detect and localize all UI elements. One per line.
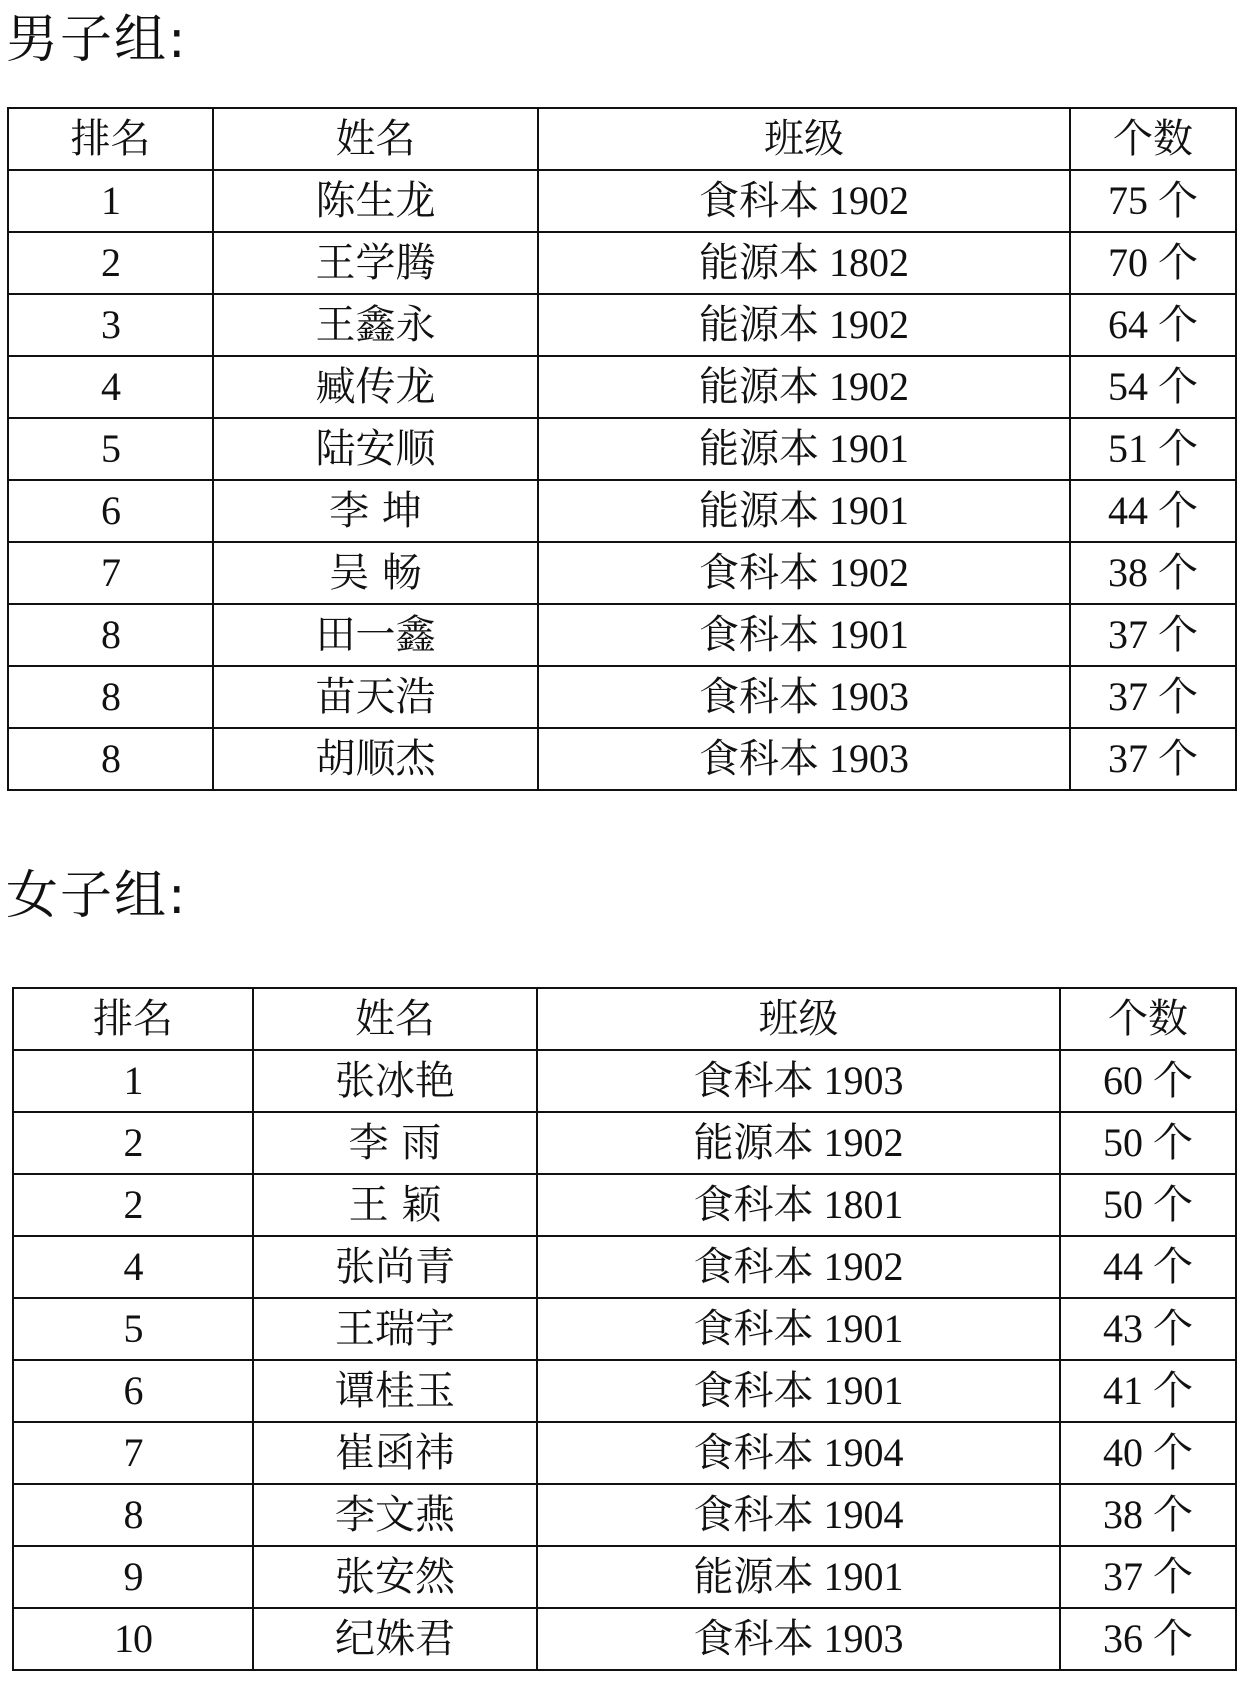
class-cell: 食科本 1902 [538, 170, 1070, 232]
class-cell: 能源本 1902 [538, 294, 1070, 356]
count-cell: 54 个 [1070, 356, 1236, 418]
rank-cell: 4 [8, 356, 213, 418]
name-cell: 陆安顺 [213, 418, 538, 480]
rank-cell: 2 [8, 232, 213, 294]
class-cell: 食科本 1903 [538, 728, 1070, 790]
count-cell: 50 个 [1060, 1174, 1236, 1236]
name-cell: 张尚青 [253, 1236, 537, 1298]
female-group-title: 女子组: [6, 866, 188, 926]
rank-cell: 2 [13, 1174, 253, 1236]
table-row [13, 1050, 1236, 1112]
class-cell: 食科本 1904 [537, 1422, 1060, 1484]
name-cell: 王学腾 [213, 232, 538, 294]
rank-cell: 8 [8, 728, 213, 790]
name-cell: 崔函祎 [253, 1422, 537, 1484]
name-cell: 谭桂玉 [253, 1360, 537, 1422]
table-row [8, 728, 1236, 790]
name-cell: 张冰艳 [253, 1050, 537, 1112]
table-row [13, 1112, 1236, 1174]
rank-cell: 1 [13, 1050, 253, 1112]
table-row [13, 1174, 1236, 1236]
name-cell: 吴 畅 [213, 542, 538, 604]
header-count: 个数 [1060, 988, 1236, 1050]
count-cell: 38 个 [1060, 1484, 1236, 1546]
count-cell: 41 个 [1060, 1360, 1236, 1422]
table-row [8, 232, 1236, 294]
class-cell: 能源本 1802 [538, 232, 1070, 294]
class-cell: 食科本 1901 [537, 1360, 1060, 1422]
class-cell: 能源本 1901 [538, 480, 1070, 542]
count-cell: 64 个 [1070, 294, 1236, 356]
table-row [13, 1546, 1236, 1608]
name-cell: 田一鑫 [213, 604, 538, 666]
name-cell: 苗天浩 [213, 666, 538, 728]
rank-cell: 6 [8, 480, 213, 542]
name-cell: 李文燕 [253, 1484, 537, 1546]
class-cell: 食科本 1801 [537, 1174, 1060, 1236]
name-cell: 王鑫永 [213, 294, 538, 356]
count-cell: 75 个 [1070, 170, 1236, 232]
male-ranking-table [7, 107, 1237, 791]
name-cell: 王瑞宇 [253, 1298, 537, 1360]
name-cell: 陈生龙 [213, 170, 538, 232]
rank-cell: 6 [13, 1360, 253, 1422]
table-row [8, 170, 1236, 232]
female-ranking-table [12, 987, 1237, 1671]
count-cell: 38 个 [1070, 542, 1236, 604]
table-row [8, 542, 1236, 604]
header-class: 班级 [537, 988, 1060, 1050]
count-cell: 40 个 [1060, 1422, 1236, 1484]
class-cell: 能源本 1901 [538, 418, 1070, 480]
table-row [8, 480, 1236, 542]
header-name: 姓名 [213, 108, 538, 170]
rank-cell: 7 [13, 1422, 253, 1484]
class-cell: 食科本 1901 [537, 1298, 1060, 1360]
class-cell: 食科本 1903 [538, 666, 1070, 728]
rank-cell: 10 [13, 1608, 253, 1670]
rank-cell: 8 [13, 1484, 253, 1546]
rank-cell: 8 [8, 666, 213, 728]
rank-cell: 9 [13, 1546, 253, 1608]
table-header-row [13, 988, 1236, 1050]
table-row [13, 1422, 1236, 1484]
class-cell: 食科本 1902 [537, 1236, 1060, 1298]
rank-cell: 8 [8, 604, 213, 666]
table-row [8, 666, 1236, 728]
table-header-row [8, 108, 1236, 170]
class-cell: 食科本 1903 [537, 1608, 1060, 1670]
count-cell: 36 个 [1060, 1608, 1236, 1670]
count-cell: 60 个 [1060, 1050, 1236, 1112]
count-cell: 70 个 [1070, 232, 1236, 294]
class-cell: 食科本 1901 [538, 604, 1070, 666]
male-group-title: 男子组: [6, 10, 188, 70]
table-row [13, 1360, 1236, 1422]
table-row [8, 604, 1236, 666]
count-cell: 43 个 [1060, 1298, 1236, 1360]
count-cell: 37 个 [1070, 604, 1236, 666]
count-cell: 37 个 [1070, 728, 1236, 790]
class-cell: 能源本 1902 [537, 1112, 1060, 1174]
name-cell: 臧传龙 [213, 356, 538, 418]
class-cell: 食科本 1904 [537, 1484, 1060, 1546]
rank-cell: 5 [13, 1298, 253, 1360]
header-count: 个数 [1070, 108, 1236, 170]
table-row [13, 1484, 1236, 1546]
header-rank: 排名 [8, 108, 213, 170]
rank-cell: 7 [8, 542, 213, 604]
name-cell: 李 雨 [253, 1112, 537, 1174]
count-cell: 50 个 [1060, 1112, 1236, 1174]
table-row [8, 418, 1236, 480]
name-cell: 纪姝君 [253, 1608, 537, 1670]
count-cell: 51 个 [1070, 418, 1236, 480]
table-row [13, 1608, 1236, 1670]
rank-cell: 1 [8, 170, 213, 232]
table-row [8, 294, 1236, 356]
table-row [13, 1236, 1236, 1298]
rank-cell: 5 [8, 418, 213, 480]
name-cell: 张安然 [253, 1546, 537, 1608]
header-rank: 排名 [13, 988, 253, 1050]
count-cell: 37 个 [1070, 666, 1236, 728]
header-name: 姓名 [253, 988, 537, 1050]
count-cell: 44 个 [1060, 1236, 1236, 1298]
name-cell: 王 颖 [253, 1174, 537, 1236]
count-cell: 37 个 [1060, 1546, 1236, 1608]
class-cell: 能源本 1901 [537, 1546, 1060, 1608]
name-cell: 李 坤 [213, 480, 538, 542]
name-cell: 胡顺杰 [213, 728, 538, 790]
table-row [13, 1298, 1236, 1360]
class-cell: 食科本 1903 [537, 1050, 1060, 1112]
rank-cell: 3 [8, 294, 213, 356]
rank-cell: 4 [13, 1236, 253, 1298]
class-cell: 食科本 1902 [538, 542, 1070, 604]
count-cell: 44 个 [1070, 480, 1236, 542]
class-cell: 能源本 1902 [538, 356, 1070, 418]
table-row [8, 356, 1236, 418]
rank-cell: 2 [13, 1112, 253, 1174]
header-class: 班级 [538, 108, 1070, 170]
